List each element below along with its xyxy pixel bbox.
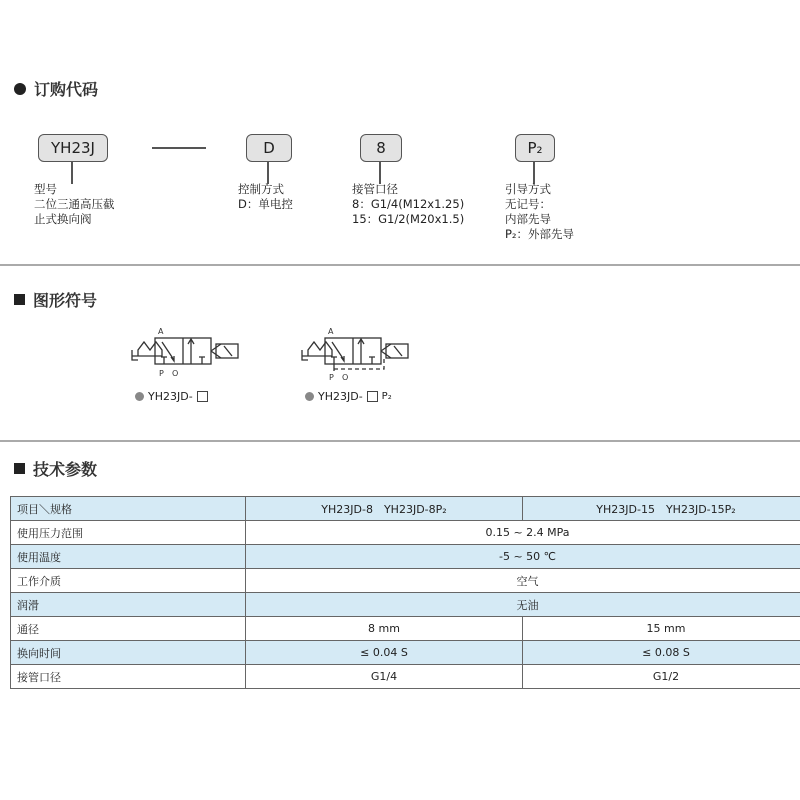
row-label: 换向时间 [11, 641, 246, 665]
svg-text:P: P [329, 373, 334, 382]
svg-text:P: P [159, 369, 164, 378]
section-params-heading [14, 457, 97, 480]
square-bullet-icon [14, 463, 25, 474]
caption-suffix: P₂ [381, 391, 392, 402]
connector-line [533, 162, 535, 184]
symbol-caption [135, 390, 208, 403]
table-row [11, 545, 800, 569]
row-value: 15 mm [523, 617, 800, 641]
row-value: 8 mm [246, 617, 523, 641]
caption-text: YH23JD- [318, 390, 363, 403]
placeholder-box-icon [197, 391, 208, 402]
svg-text:O: O [172, 369, 179, 378]
row-label: 接管口径 [11, 665, 246, 689]
placeholder-box-icon [367, 391, 378, 402]
row-label: 润滑 [11, 593, 246, 617]
connector-line [267, 162, 269, 184]
section-symbol-heading [14, 288, 97, 311]
desc-port: 接管口径 8：G1/4(M12x1.25) 15：G1/2(M20x1.5) [352, 182, 465, 226]
dash-separator [152, 147, 206, 149]
code-pilot: P₂ [515, 134, 555, 162]
row-value: 无油 [246, 593, 800, 617]
row-value: 空气 [246, 569, 800, 593]
svg-text:O: O [342, 373, 349, 382]
svg-text:A: A [328, 327, 334, 336]
section-title: 图形符号 [33, 291, 98, 310]
header-cell: YH23JD-8 YH23JD-8P₂ [246, 497, 523, 521]
connector-line [379, 162, 381, 184]
row-label: 工作介质 [11, 569, 246, 593]
row-value: ≤ 0.04 S [246, 641, 523, 665]
table-row [11, 593, 800, 617]
header-cell: 项目＼规格 [11, 497, 246, 521]
divider [0, 264, 800, 266]
connector-line [71, 162, 73, 184]
spec-table [10, 496, 800, 689]
divider [0, 440, 800, 442]
row-label: 使用压力范围 [11, 521, 246, 545]
valve-symbol-pilot-icon [298, 320, 413, 382]
desc-model: 型号 二位三通高压截 止式换向阀 [34, 182, 115, 226]
caption-text: YH23JD- [148, 390, 193, 403]
table-row [11, 617, 800, 641]
square-bullet-icon [14, 294, 25, 305]
table-row [11, 521, 800, 545]
table-row [11, 641, 800, 665]
code-port: 8 [360, 134, 402, 162]
row-label: 通径 [11, 617, 246, 641]
row-value: -5 ~ 50 ℃ [246, 545, 800, 569]
desc-pilot: 引导方式 无记号： 内部先导 P₂：外部先导 [505, 182, 575, 241]
section-title: 技术参数 [33, 460, 98, 479]
row-value: ≤ 0.08 S [523, 641, 800, 665]
table-header-row [11, 497, 800, 521]
section-title: 订购代码 [34, 80, 99, 99]
row-value: G1/4 [246, 665, 523, 689]
valve-symbol-icon [128, 320, 243, 380]
code-control: D [246, 134, 292, 162]
row-label: 使用温度 [11, 545, 246, 569]
bullet-icon [14, 83, 26, 95]
table-row [11, 569, 800, 593]
row-value: G1/2 [523, 665, 800, 689]
dot-icon [135, 392, 144, 401]
svg-text:A: A [158, 327, 164, 336]
code-model: YH23J [38, 134, 108, 162]
row-value: 0.15 ~ 2.4 MPa [246, 521, 800, 545]
section-order-heading [14, 77, 98, 100]
table-row [11, 665, 800, 689]
symbol-caption [305, 390, 392, 403]
header-cell: YH23JD-15 YH23JD-15P₂ [523, 497, 800, 521]
dot-icon [305, 392, 314, 401]
desc-control: 控制方式 D：单电控 [238, 182, 293, 211]
